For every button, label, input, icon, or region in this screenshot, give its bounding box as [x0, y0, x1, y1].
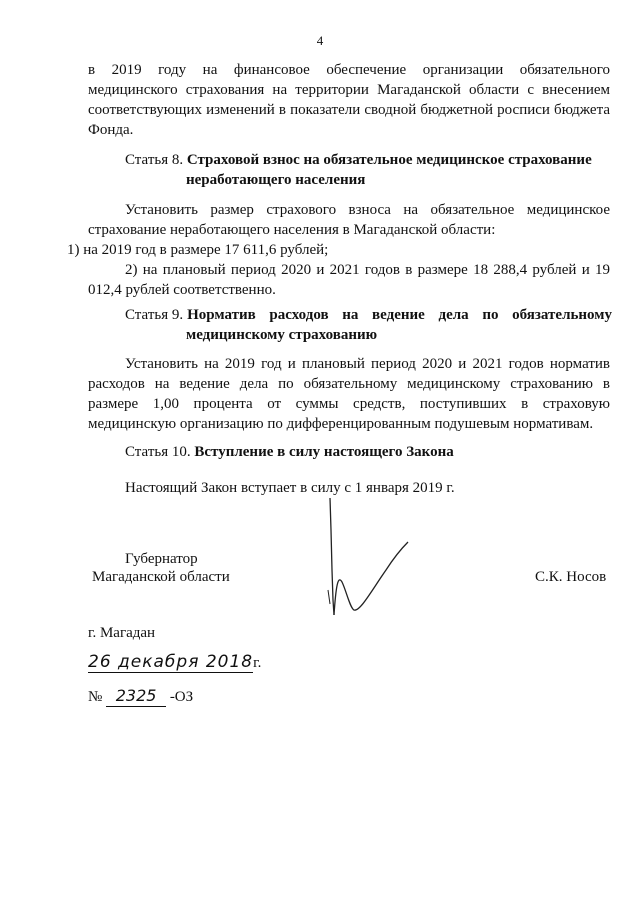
- article-9-title: Норматив расходов на ведение дела по обязательному: [187, 307, 612, 323]
- article-9-title-cont: медицинскому страхованию: [186, 327, 378, 343]
- number-suffix: -ОЗ: [169, 689, 194, 705]
- article-10-heading: [125, 442, 620, 462]
- article-8-title-cont: неработающего населения: [186, 172, 366, 188]
- article-8-item-2: 2) на плановый период 2020 и 2021 годов в размере 18 288,4 рублей и 19 012,4 рублей соответственно.: [88, 262, 610, 298]
- number-handwritten: 2325: [106, 686, 166, 707]
- article-8-item-1: [67, 240, 607, 260]
- article-9-heading: [125, 305, 620, 345]
- governor-title: Губернатор: [125, 551, 198, 567]
- article-8-heading: [125, 150, 620, 190]
- article-8-body: Установить размер страхового взноса на обязательное медицинское страхование неработающего населения в Магаданской области:: [88, 202, 610, 238]
- governor-name: С.К. Носов: [535, 569, 607, 585]
- number-prefix: №: [88, 689, 103, 705]
- city: г. Магадан: [88, 625, 156, 641]
- signature-image: [300, 490, 440, 630]
- article-8-title: Страховой взнос на обязательное медицинское страхование: [186, 152, 592, 168]
- law-number: [88, 686, 348, 707]
- item-1-text: на 2019 год в размере 17 611,6 рублей;: [83, 242, 329, 258]
- intro-paragraph: в 2019 году на финансовое обеспечение организации обязательного медицинского страхования на территории Магаданской области с внесением соответствующих изменений в показатели сводной бюджетной росписи бюджета Фонда.: [88, 62, 610, 138]
- article-9-body: Установить на 2019 год и плановый период 2020 и 2021 годов норматив расходов на ведение дела по обязательному медицинскому страхованию в размере 1,00 процента от суммы средств, поступивших в страховую медицинскую организацию по дифференцированным подушевым нормативам.: [88, 356, 610, 432]
- governor-region: Магаданской области: [92, 569, 230, 585]
- signing-date: [88, 652, 348, 673]
- article-10-label: Статья 10.: [125, 444, 191, 460]
- item-1-marker: 1): [67, 242, 80, 258]
- article-10-body: Настоящий Закон вступает в силу с 1 января 2019 г.: [125, 480, 455, 496]
- article-9-label: Статья 9.: [125, 307, 184, 323]
- page-number: 4: [316, 33, 324, 48]
- date-suffix: г.: [253, 655, 262, 671]
- date-handwritten: 26 декабря 2018: [88, 652, 254, 672]
- article-8-label: Статья 8.: [125, 152, 184, 168]
- article-10-title: Вступление в силу настоящего Закона: [194, 444, 454, 460]
